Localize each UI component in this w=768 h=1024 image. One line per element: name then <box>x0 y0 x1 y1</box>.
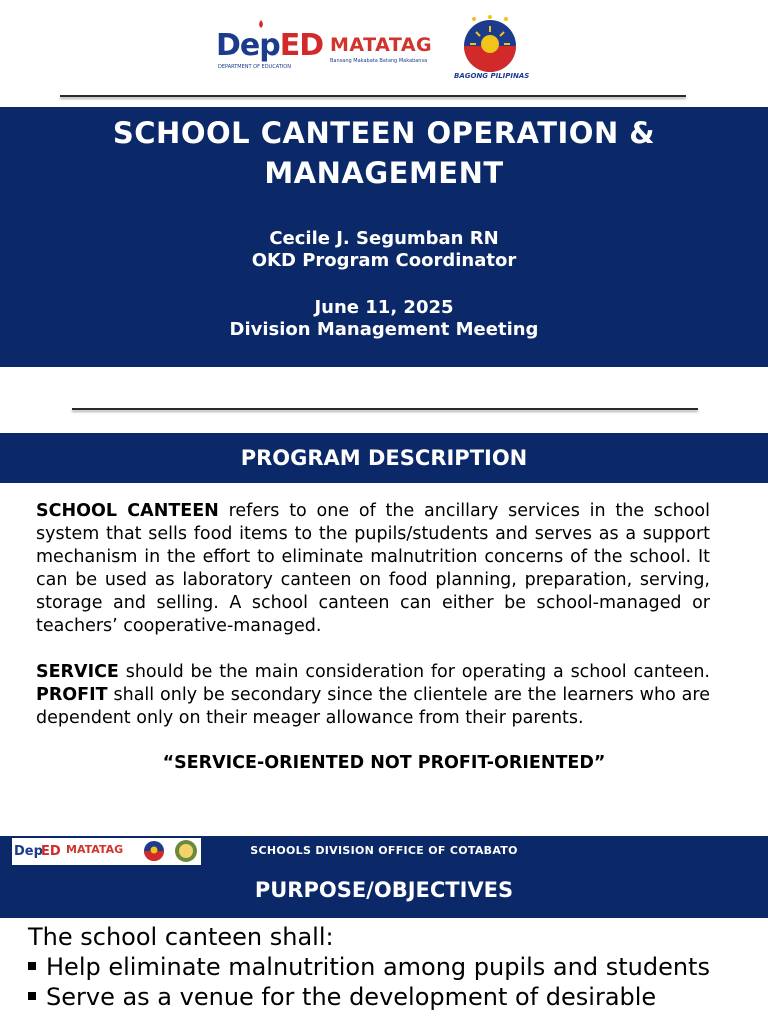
torch-icon <box>256 20 266 36</box>
paragraph-text: shall only be secondary since the clientele are the learners who are dependent only on their meager allowance from their parents. <box>36 685 710 728</box>
presenter-role: OKD Program Coordinator <box>251 250 517 271</box>
objectives-list <box>28 952 740 1012</box>
matatag-logo-text: MATATAG <box>330 34 433 56</box>
divider <box>60 95 686 97</box>
paragraph-service <box>36 661 710 730</box>
matatag-logo <box>330 34 442 74</box>
term-school-canteen: SCHOOL CANTEEN <box>36 501 219 521</box>
svg-text:ED: ED <box>41 844 61 859</box>
bagong-pilipinas-text: BAGONG PILIPINAS <box>454 72 530 80</box>
objectives-intro: The school canteen shall: <box>28 923 334 951</box>
slide-title-line-1: SCHOOL CANTEEN OPERATION & <box>112 116 656 150</box>
deped-logo-text-a: Dep <box>216 28 280 63</box>
paragraph-text: should be the main consideration for operating a school canteen. <box>118 662 710 682</box>
paragraph-school-canteen <box>36 500 710 638</box>
program-description-header <box>0 433 768 483</box>
slide-title-line-2: MANAGEMENT <box>264 156 504 190</box>
term-service: SERVICE <box>36 662 119 682</box>
deped-subtitle: DEPARTMENT OF EDUCATION <box>218 64 291 70</box>
term-profit: PROFIT <box>36 685 108 705</box>
slogan: “SERVICE-ORIENTED NOT PROFIT-ORIENTED” <box>162 753 606 773</box>
bagong-pilipinas-emblem-icon <box>452 14 528 72</box>
list-item: Serve as a venue for the development of desirable <box>28 982 740 1012</box>
deped-logo-text-b: ED <box>279 28 324 63</box>
partner-logos-icon <box>12 838 201 865</box>
paragraph-text: refers to one of the ancillary services in the school system that sells food items to the pupils/students and serves as a support mechanism in the effort to eliminate malnutrition concerns of the school. It can be used as laboratory canteen on food planning, preparation, serving, storage and selling. A school canteen can either be school-managed or teachers’ cooperative-managed. <box>36 501 710 636</box>
office-name: SCHOOLS DIVISION OFFICE OF COTABATO <box>250 844 518 857</box>
bagong-pilipinas-logo <box>452 14 528 84</box>
svg-text:MATATAG: MATATAG <box>66 843 124 856</box>
divider <box>72 408 698 410</box>
purpose-header-band <box>0 836 768 918</box>
slide-title <box>20 113 748 193</box>
svg-text:Dep: Dep <box>14 844 43 859</box>
mini-logo-strip <box>12 838 201 865</box>
event-name: Division Management Meeting <box>229 319 539 340</box>
matatag-subtitle: Bansang Makabata Batang Makabansa <box>330 58 428 64</box>
title-slide <box>0 107 768 367</box>
section-heading: PROGRAM DESCRIPTION <box>240 446 528 470</box>
list-item: Help eliminate malnutrition among pupils and students <box>28 952 740 982</box>
presentation-date: June 11, 2025 <box>314 297 454 318</box>
deped-logo <box>216 20 324 72</box>
section-heading: PURPOSE/OBJECTIVES <box>254 878 514 902</box>
presenter-name: Cecile J. Segumban RN <box>269 228 499 249</box>
